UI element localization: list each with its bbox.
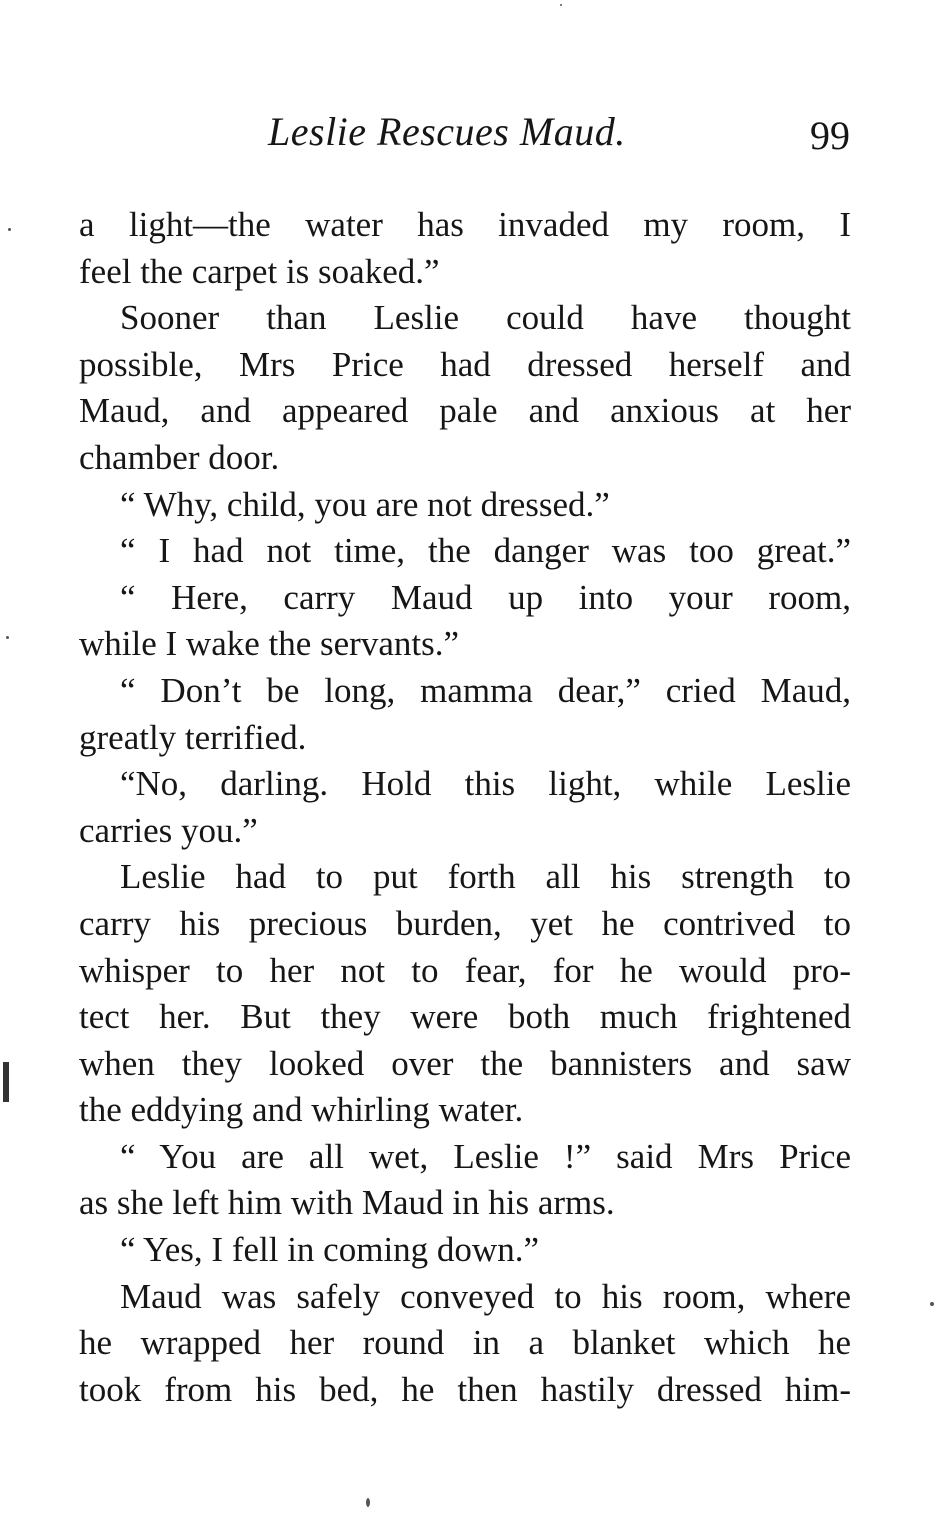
text-line: when they looked over the bannisters and saw <box>79 1043 851 1083</box>
text-line: Maud, and appeared pale and anxious at her <box>79 391 851 431</box>
text-line: “ I had not time, the danger was too great.” <box>120 531 851 571</box>
text-line: carries you.” <box>79 810 258 850</box>
text-line: the eddying and whirling water. <box>79 1090 524 1130</box>
text-line: “ Here, carry Maud up into your room, <box>120 577 851 617</box>
paper-speck <box>6 636 9 639</box>
text-line: “ Yes, I fell in coming down.” <box>120 1230 539 1270</box>
text-line: while I wake the servants.” <box>79 624 459 664</box>
text-line: chamber door. <box>79 437 280 477</box>
paper-speck <box>930 1302 934 1306</box>
text-line: possible, Mrs Price had dressed herself and <box>79 344 851 384</box>
text-line: he wrapped her round in a blanket which he <box>79 1323 851 1363</box>
text-line: whisper to her not to fear, for he would pro- <box>79 950 851 990</box>
text-line: a light—the water has invaded my room, I <box>79 205 851 244</box>
running-title: Leslie Rescues Maud. <box>268 109 626 154</box>
text-line: “No, darling. Hold this light, while Leslie <box>120 764 851 804</box>
body-text <box>79 202 851 1413</box>
paper-speck <box>8 228 11 231</box>
text-line: took from his bed, he then hastily dressed him- <box>79 1369 851 1409</box>
text-line: feel the carpet is soaked.” <box>79 251 440 291</box>
text-line: “ Why, child, you are not dressed.” <box>120 484 610 524</box>
text-line: Sooner than Leslie could have thought <box>120 298 851 338</box>
text-line: as she left him with Maud in his arms. <box>79 1183 615 1223</box>
paper-speck <box>366 1498 370 1507</box>
running-head <box>0 108 936 168</box>
text-line: greatly terrified. <box>79 717 307 757</box>
text-line: Leslie had to put forth all his strength to <box>120 857 851 897</box>
text-line: Maud was safely conveyed to his room, where <box>120 1276 851 1316</box>
text-line: carry his precious burden, yet he contrived to <box>79 903 851 943</box>
text-line: tect her. But they were both much frightened <box>79 997 851 1037</box>
margin-ink-mark <box>3 1062 9 1102</box>
page-number: 99 <box>810 113 850 158</box>
text-line: “ Don’t be long, mamma dear,” cried Maud, <box>120 670 851 710</box>
text-line: “ You are all wet, Leslie !” said Mrs Price <box>120 1136 851 1176</box>
paper-speck <box>560 4 562 6</box>
